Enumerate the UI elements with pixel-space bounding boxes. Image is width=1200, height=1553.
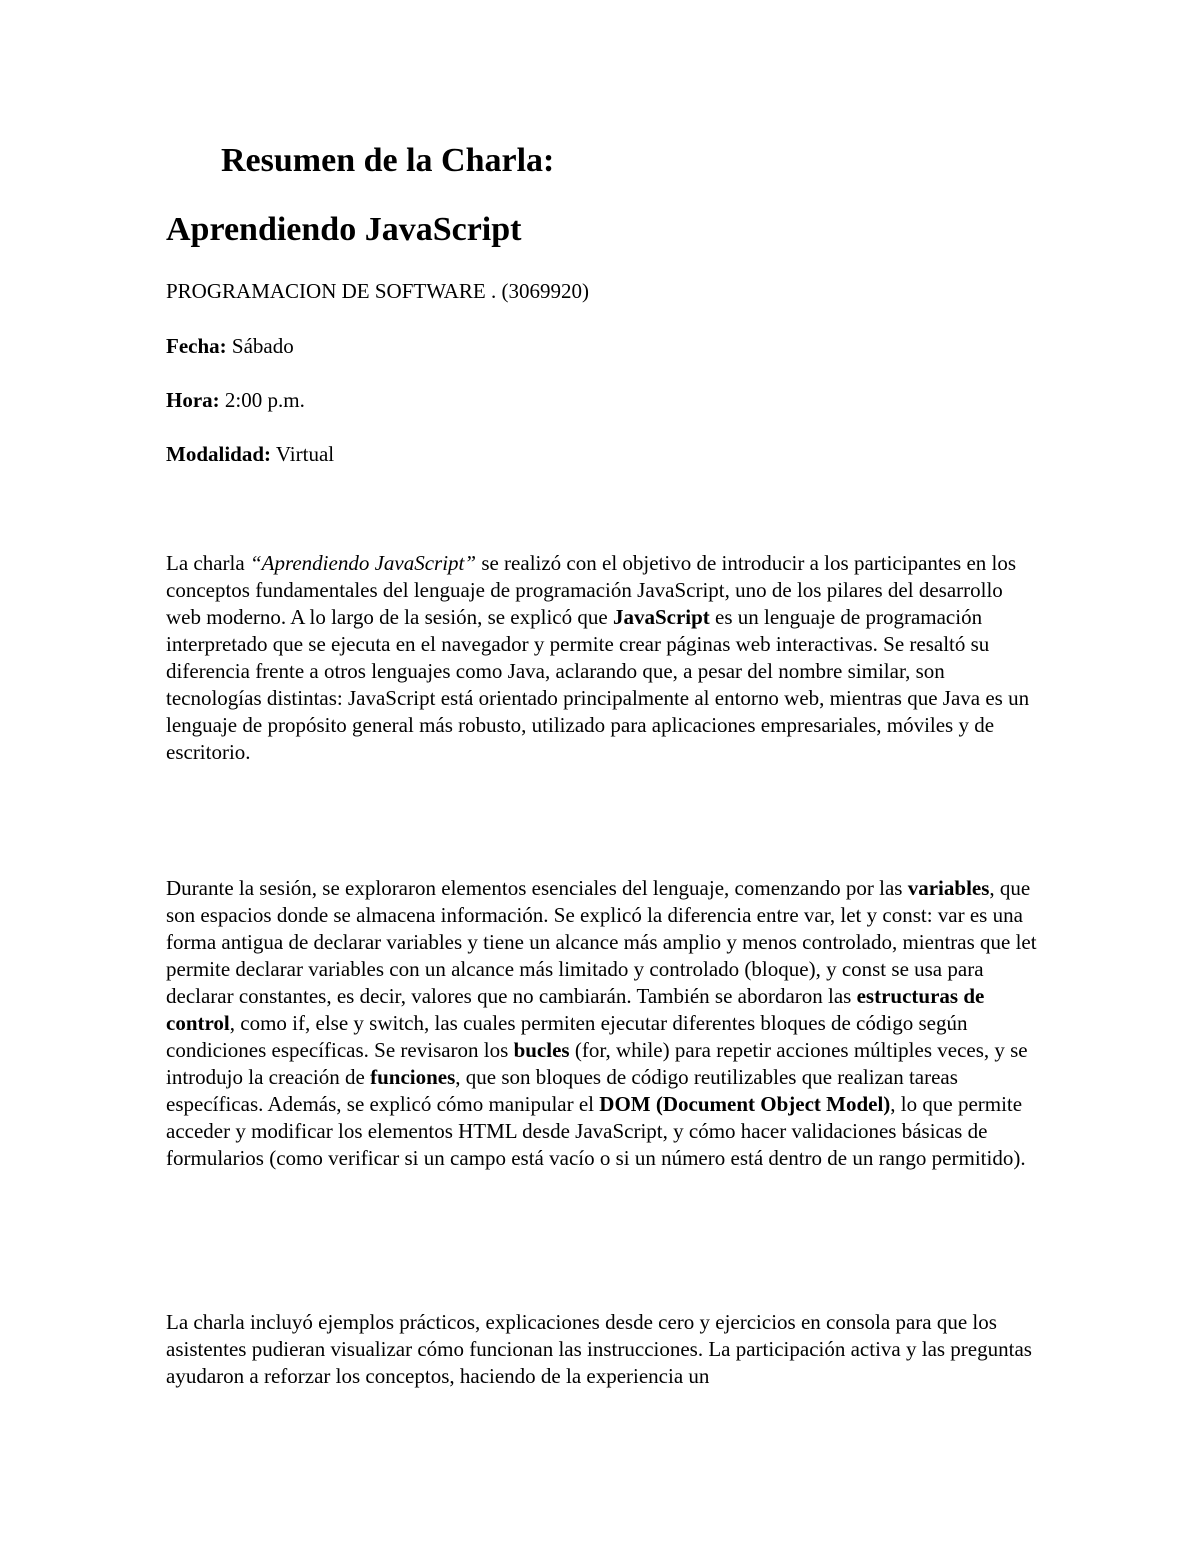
document-title: Resumen de la Charla:: [221, 142, 555, 179]
fecha-line: [166, 333, 294, 359]
paragraph-closing: La charla incluyó ejemplos prácticos, explicaciones desde cero y ejercicios en consola para que los asistentes pudieran visualizar cómo funcionan las instrucciones. La participación activa y las preguntas ayudaron a reforzar los conceptos, haciendo de la experiencia un: [166, 1310, 1032, 1388]
fecha-label: Fecha:: [166, 334, 227, 358]
p1-bold-javascript: JavaScript: [612, 605, 710, 629]
p2-text-5: , que son bloques de código reutilizables que realizan tareas específicas. Además, se explicó cómo manipular el: [166, 1065, 958, 1116]
paragraph-session: [166, 875, 1041, 1172]
p2-text-3: , como if, else y switch, las cuales permiten ejecutar diferentes bloques de código según condiciones específicas. Se revisaron los: [166, 1011, 968, 1062]
modalidad-line: [166, 441, 334, 467]
p1-text-2: se realizó con el objetivo de introducir a los participantes en los conceptos fundamentales del lenguaje de programación JavaScript, uno de los pilares del desarrollo web moderno. A lo largo de la sesión, se explicó que: [166, 551, 1017, 629]
p2-text-6: , lo que permite acceder y modificar los elementos HTML desde JavaScript, y cómo hacer validaciones básicas de formularios (como verificar si un campo está vacío o si un número está dentro de un rango permitido).: [166, 1092, 1026, 1170]
p2-text-4: (for, while) para repetir acciones múltiples veces, y se introdujo la creación de: [166, 1038, 1028, 1089]
p2-bold-bucles: bucles: [513, 1038, 570, 1062]
paragraph-intro: [166, 550, 1041, 766]
p2-bold-variables: variables: [907, 876, 990, 900]
course-line: PROGRAMACION DE SOFTWARE . (3069920): [166, 279, 589, 303]
p2-bold-funciones: funciones: [370, 1065, 456, 1089]
hora-value: 2:00 p.m.: [219, 388, 305, 412]
p2-bold-estructuras: estructuras de control: [166, 984, 985, 1035]
p2-bold-dom: DOM (Document Object Model): [599, 1092, 891, 1116]
hora-line: [166, 387, 305, 413]
hora-label: Hora:: [166, 388, 220, 412]
p1-italic-title: “Aprendiendo JavaScript”: [249, 551, 477, 575]
modalidad-label: Modalidad:: [166, 442, 272, 466]
modalidad-value: Virtual: [271, 442, 335, 466]
p2-text-2: , que son espacios donde se almacena información. Se explicó la diferencia entre var, let y const: var es una forma antigua de declarar variables y tiene un alcance más amplio y menos controlado, mientras que let permite declarar variables con un alcance más limitado y controlado (bloque), y const se usa para declarar constantes, es decir, valores que no cambiarán. También se abordaron las: [166, 876, 1037, 1008]
p1-text-3: es un lenguaje de programación interpretado que se ejecuta en el navegador y permite crear páginas web interactivas. Se resaltó su diferencia frente a otros lenguajes como Java, aclarando que, a pesar del nombre similar, son tecnologías distintas: JavaScript está orientado principalmente al entorno web, mientras que Java es un lenguaje de propósito general más robusto, utilizado para aplicaciones empresariales, móviles y de escritorio.: [166, 605, 1030, 764]
p2-text-1: Durante la sesión, se exploraron elementos esenciales del lenguaje, comenzando por las: [166, 876, 908, 900]
p1-text-1: La charla: [166, 551, 250, 575]
fecha-value: Sábado: [226, 334, 294, 358]
document-subtitle: Aprendiendo JavaScript: [166, 211, 522, 248]
